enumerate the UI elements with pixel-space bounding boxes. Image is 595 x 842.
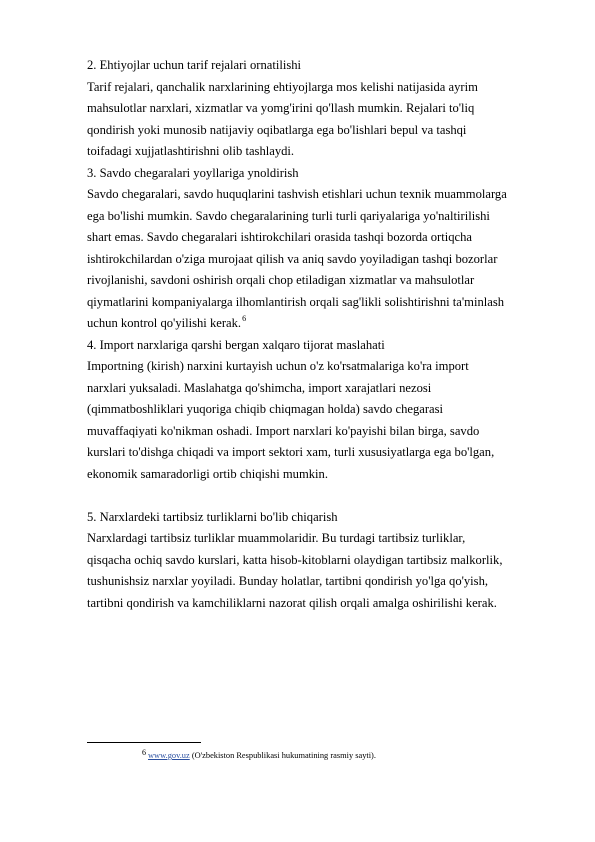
paragraph-line-text: uchun kontrol qo'yilishi kerak. [87, 316, 242, 330]
body-text [87, 55, 557, 614]
paragraph-line: mahsulotlar narxlari, xizmatlar va yomg'irini qo'llash mumkin. Rejalari to'liq [87, 101, 475, 115]
footnote-number: 6 [142, 748, 146, 757]
paragraph-line: toifadagi xujjatlashtirishni olib tashlaydi. [87, 144, 295, 158]
section-heading-2: 2. Ehtiyojlar uchun tarif rejalari ornatilishi [87, 58, 302, 72]
paragraph-line: (qimmatboshliklari yuqoriga chiqib chiqmagan holda) savdo chegarasi [87, 402, 444, 416]
section-heading-5: 5. Narxlardeki tartibsiz turliklarni bo'lib chiqarish [87, 509, 338, 524]
paragraph-line: ekonomik samaradorligi ortib chiqishi mumkin. [87, 466, 328, 481]
footnote-reference[interactable]: 6 [242, 314, 247, 323]
paragraph-line: muvaffaqiyati ko'nikman oshadi. Import narxlari ko'payishi bilan birga, savdo [87, 423, 480, 438]
paragraph-line: Tarif rejalari, qanchalik narxlarining ehtiyojlarga mos kelishi natijasida ayrim [87, 79, 478, 94]
paragraph-line: tushunishsiz narxlar yoyiladi. Bunday holatlar, tartibni qondirish yo'lga qo'yish, [87, 574, 489, 588]
paragraph-line: qondirish yoki munosib natijaviy oqibatlarga ega bo'lishlari bepul va tashqi [87, 122, 467, 137]
section-heading-4: 4. Import narxlariga qarshi bergan xalqaro tijorat maslahati [87, 337, 385, 352]
paragraph-line: Savdo chegaralari, savdo huquqlarini tashvish etishlari uchun texnik muammolarga [87, 187, 507, 201]
paragraph-line: kurslari to'dishga chiqadi va import sektori xam, turli xususiyatlarga ega bo'lgan, [87, 445, 495, 459]
paragraph-line: shart emas. Savdo chegaralari ishtirokchilari orasida tashqi bozorda ortiqcha [87, 230, 473, 244]
paragraph-line: Narxlardagi tartibsiz turliklar muammolaridir. Bu turdagi tartibsiz turliklar, [87, 531, 466, 545]
paragraph-line: Importning (kirish) narxini kurtayish uchun o'z ko'rsatmalariga ko'ra import [87, 359, 469, 373]
paragraph-line: tartibni qondirish va kamchiliklarni nazorat qilish orqali amalga oshirilishi kerak. [87, 595, 497, 610]
footnote-link[interactable]: www.gov.uz [148, 751, 190, 760]
paragraph-line: qiymatlarini kompaniyalarga ilhomlantirish orqali sag'likli solishtirishni ta'minlash [87, 294, 505, 309]
paragraph-line-with-footnote [87, 313, 557, 335]
paragraph-line: narxlari yuksaladi. Maslahatga qo'shimcha, import xarajatlari nezosi [87, 380, 432, 395]
footnote [142, 746, 376, 763]
paragraph-line: qisqacha ochiq savdo kurslari, katta hisob-kitoblarni olaydigan tartibsiz malkorlik, [87, 552, 503, 567]
blank-line [87, 485, 557, 507]
paragraph-line: ega bo'lishi mumkin. Savdo chegaralarining turli turli qariyalariga yo'naltirilishi [87, 208, 490, 223]
paragraph-line: ishtirokchilardan o'ziga murojaat qilish va aniq savdo yoyiladigan tashqi bozorlar [87, 251, 498, 266]
footnote-separator [87, 742, 201, 743]
paragraph-line: rivojlanishi, savdoni oshirish orqali chop etiladigan xizmatlar va mahsulotlar [87, 273, 475, 287]
footnote-text: (O'zbekiston Respublikasi hukumatining rasmiy sayti). [189, 751, 376, 760]
section-heading-3: 3. Savdo chegaralari yoyllariga ynoldirish [87, 165, 299, 180]
